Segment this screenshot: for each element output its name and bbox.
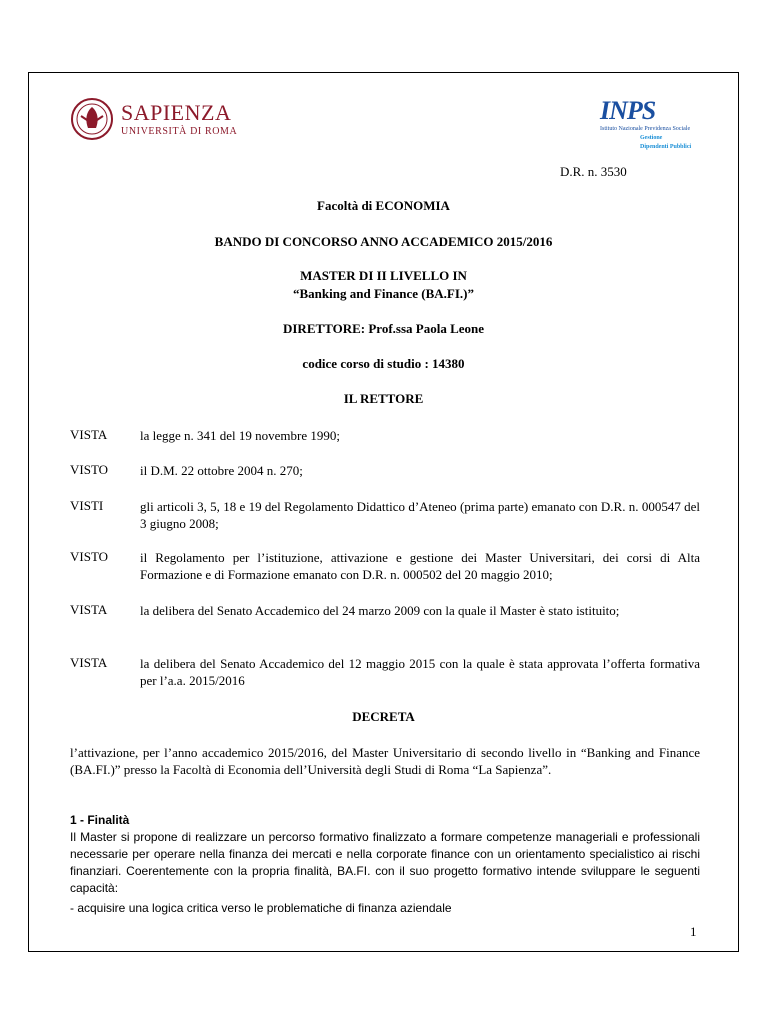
director-line: DIRETTORE: Prof.ssa Paola Leone [282,321,485,336]
faculty-title: Facoltà di ECONOMIA [317,198,450,213]
premise-keyword: VISTO [70,549,109,564]
decreta-heading: DECRETA [352,709,415,724]
inps-full-name: Istituto Nazionale Previdenza Sociale [600,126,691,132]
decree-number: D.R. n. 3530 [560,164,627,179]
premise-keyword: VISTI [70,498,104,513]
inps-mark: INPS [600,96,656,125]
master-name: “Banking and Finance (BA.FI.)” [293,286,474,301]
premise-text: la legge n. 341 del 19 novembre 1990; [140,428,341,443]
premise-text: il D.M. 22 ottobre 2004 n. 270; [140,463,303,478]
premise-text: il Regolamento per l’istituzione, attivazione e gestione dei Master Universitari, dei corsi di Alta Formazione e di Formazione emanato con D.R. n. 000502 del 20 maggio 2010; [140,550,700,582]
premise-text: la delibera del Senato Accademico del 24 marzo 2009 con la quale il Master è stato istituito; [140,603,620,618]
master-level: MASTER DI II LIVELLO IN [300,268,467,283]
sapienza-name: SAPIENZA [121,99,232,125]
premise-keyword: VISTA [70,602,108,617]
section-1-text: Il Master si propone di realizzare un percorso formativo finalizzato a formare competenze manageriali e professionali necessarie per operare nella finanza dei mercati e nella corporate finance con un orientamento specialistico ai rischi finanziari. Coerentemente con la propria finalità, BA.FI. con il suo progetto formativo intende sviluppare le seguenti capacità: [70,830,700,895]
premise-keyword: VISTA [70,655,108,670]
decreta-text: l’attivazione, per l’anno accademico 2015/2016, del Master Universitario di secondo livello in “Banking and Finance (BA.FI.)” presso la Facoltà di Economia dell’Università degli Studi di Roma “La Sapienza”. [70,745,700,777]
sapienza-seal-icon [71,98,113,140]
inps-sub-1: Gestione [640,135,663,142]
section-1-bullet: - acquisire una logica critica verso le problematiche di finanza aziendale [70,901,452,915]
premise-text: gli articoli 3, 5, 18 e 19 del Regolamento Didattico d’Ateneo (prima parte) emanato con D.R. n. 000547 del 3 giugno 2008; [140,499,700,531]
section-1-heading: 1 - Finalità [70,813,130,827]
sapienza-logo [71,98,237,140]
page-number: 1 [690,924,697,939]
premise-keyword: VISTO [70,462,109,477]
rettore-heading: IL RETTORE [343,391,424,406]
inps-sub-2: Dipendenti Pubblici [640,143,692,150]
inps-logo [600,98,700,150]
bando-title: BANDO DI CONCORSO ANNO ACCADEMICO 2015/2016 [214,234,553,249]
course-code: codice corso di studio : 14380 [302,356,465,371]
premise-text: la delibera del Senato Accademico del 12 maggio 2015 con la quale è stata approvata l’offerta formativa per l’a.a. 2015/2016 [140,656,700,688]
premise-keyword: VISTA [70,427,108,442]
sapienza-subtitle: UNIVERSITÀ DI ROMA [121,125,238,137]
